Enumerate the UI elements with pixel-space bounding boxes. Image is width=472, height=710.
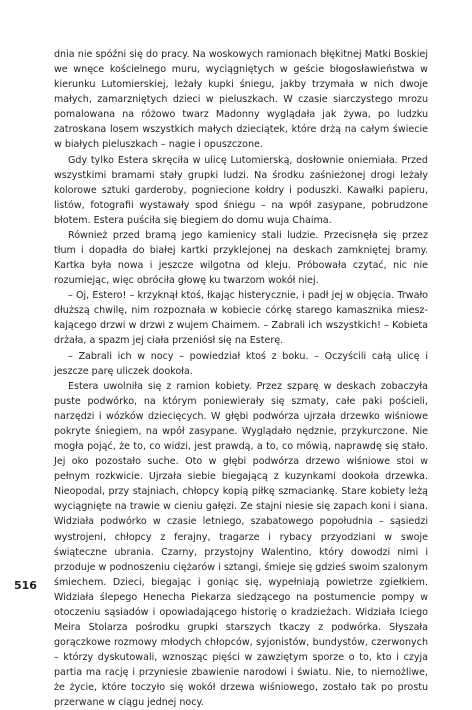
- book-page-text: [54, 47, 428, 710]
- page-number: 516: [14, 579, 37, 592]
- paragraph: Gdy tylko Estera skręciła w ulicę Lutomierską, dosłownie oniemiała. Przed wszystkimi bramami stały grupki ludzi. Na środku zaśnieżonej drogi leżały kolorowe sztuki garderoby, pogniecione kołdry i poduszki. Kawałki papieru, listów, fotografii wystawały spod śniegu – na wpół zasypane, pobrudzone błotem. Estera puściła się biegiem do domu wuja Chaima.: [54, 154, 428, 226]
- paragraph: dnia nie spóźni się do pracy. Na woskowych ramionach błękitnej Matki Boskiej we wnęce kościelnego muru, wyciągniętych w geście błogosławieństwa w kierunku Lutomierskiej, leżały kupki śniegu, jakby trzymała w nich dwoje małych, zamarzniętych dzieci w pieluszkach. W czasie siarczystego mrozu pomalowana na różowo twarz Madonny wyglądała jak żywa, po ludzku zatroskana losem wszystkich małych dzieciątek, które drżą na całym świecie w białych pieluszkach – nagie i opuszczone.: [54, 49, 428, 151]
- paragraph: Również przed bramą jego kamienicy stali ludzie. Przecisnęła się przez tłum i dopadła do białej kartki przyklejonej na deskach zamkniętej bramy. Kartka była nowa i jeszcze wilgotna od kleju. Próbowała czytać, nic nie rozumiejąc, więc obróciła głowę ku twarzom wokół niej.: [54, 229, 428, 287]
- paragraph: – Zabrali ich w nocy – powiedział ktoś z boku. – Oczyścili całą ulicę i jeszcze parę uliczek dookoła.: [54, 350, 428, 377]
- paragraph: Estera uwolniła się z ramion kobiety. Przez szparę w deskach zobaczyła puste podwórko, na którym poniewierały się szmaty, całe paki pościeli, narzędzi i wózków dziecięcych. W głębi podwórza ujrzała drzewko wiśniowe pokryte śniegiem, na wpół zasypane. Wyglądało nędznie, przykurczone. Nie mogła pojąć, że to, co widzi, jest prawdą, a to, co mówią, naprawdę się stało. Jej oko pozostało suche. Oto w głębi podwórza drzewo wiśniowe stoi w pełnym rozkwicie. Ujrzała siebie biegającą z kuzynkami dookoła drzewka. Nieopodal, przy stajniach, chłopcy kopią piłkę szmaciankę. Stare kobiety leżą wyciągnięte na trawie w cieniu gałęzi. Ze stajni niesie się zapach koni i siana. Widziała podwórko w czasie letniego, szabatowego popołudnia – sąsiedzi wystrojeni, chłopcy z ferajny, tragarze i rybacy przyodziani w swoje świąteczne ubrania. Czarny, przystojny Walentino, który dowodzi nimi i przoduje w podnoszeniu ciężarów i sztangi, śmieje się gdzieś swoim szalonym śmiechem. Dzieci, biegając i goniąc się, wypełniają powietrze zgiełkiem. Widziała ślepego Henecha Piekarza siedzącego na postumencie pompy w otoczeniu sąsiadów i opowiadającego historię o kradzieżach. Widziała Iciego Meira Stolarza pośrodku grupki starszych tkaczy z podwórka. Słyszała gorączkowe rozmowy młodych chłopców, syjonistów, bundystów, czerwonych – którzy dyskutowali, wznosząc pięści w zawziętym sporze o to, kto i czyja partia ma rację i przyniesie zbawienie narodowi i światu. Nie, to niemożliwe, że życie, które toczyło się wokół drzewa wiśniowego, zostało tak po prostu przerwane w ciągu jednej nocy.: [54, 380, 428, 709]
- paragraph: – Oj, Estero! – krzyknął ktoś, łkając histerycznie, i padł jej w objęcia. Trwało dłuższą chwilę, nim rozpoznała w kobiecie córkę starego kamasznika mieszkającego drzwi w drzwi z wujem Chaimem. – Zabrali ich wszystkich! – Kobieta drżała, a spazm jej ciała przeniósł się na Esterę.: [54, 290, 428, 347]
